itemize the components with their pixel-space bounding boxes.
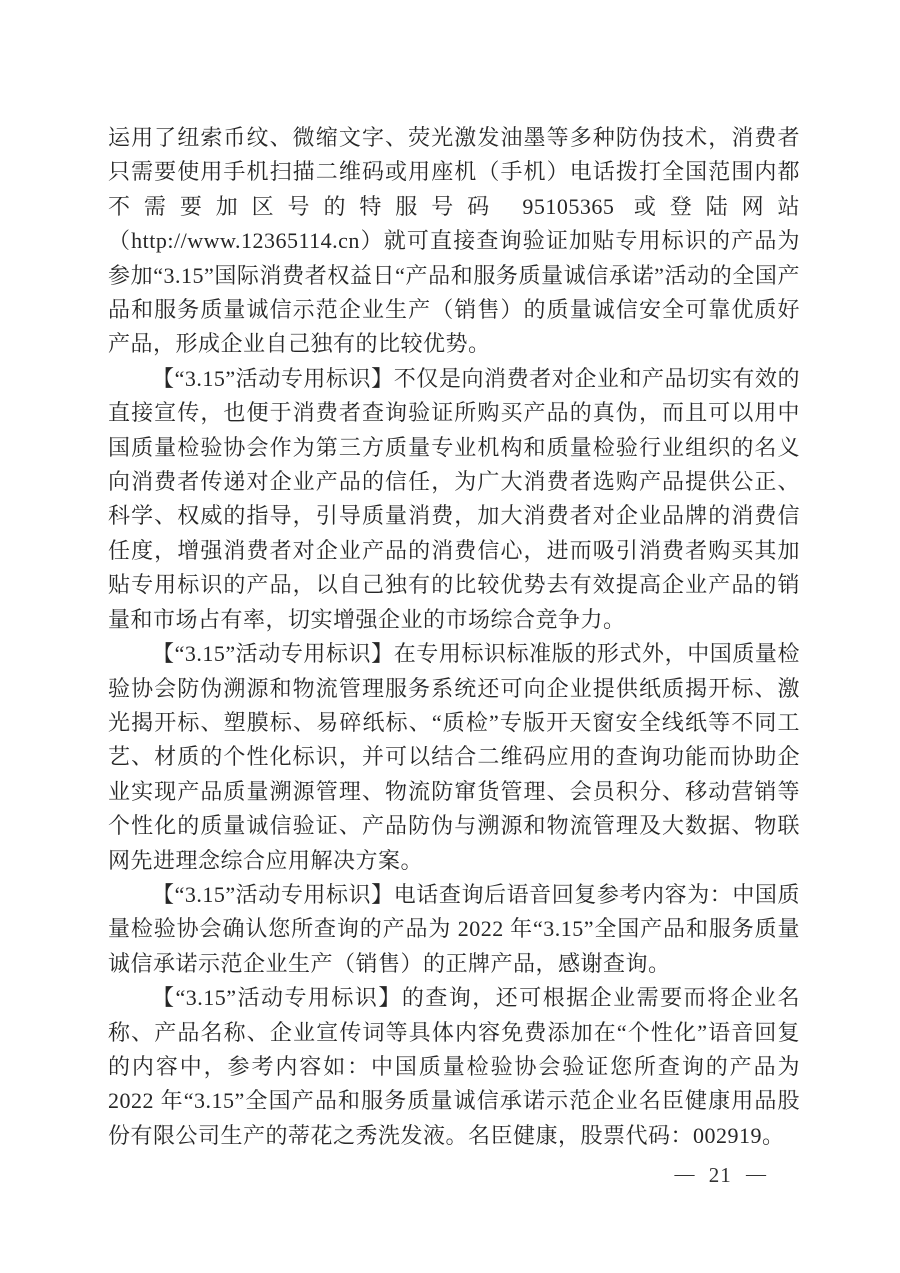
paragraph-voice-reply-reference: 【“3.15”活动专用标识】电话查询后语音回复参考内容为：中国质量检验协会确认您所查询的产品为 2022 年“3.15”全国产品和服务质量诚信承诺示范企业生产（销售）的正牌产品，感谢查询。: [108, 881, 801, 976]
page-number-dash-right: —: [746, 1163, 766, 1185]
paragraph-personalized-voice-reply: 【“3.15”活动专用标识】的查询，还可根据企业需要而将企业名称、产品名称、企业宣传词等具体内容免费添加在“个性化”语音回复的内容中，参考内容如：中国质量检验协会验证您所查询的产品为 2022 年“3.15”全国产品和服务质量诚信承诺示范企业名臣健康用品股份有限公司生产的蒂花之秀洗发液。名臣健康，股票代码：002919。: [108, 985, 800, 1148]
page-number-dash-left: —: [674, 1163, 695, 1185]
page-number: 21: [708, 1163, 732, 1187]
page-footer: [108, 1163, 800, 1188]
paragraph-anti-counterfeit-query: 运用了纽索币纹、微缩文字、荧光激发油墨等多种防伪技术，消费者只需要使用手机扫描二维码或用座机（手机）电话拨打全国范围内都不需要加区号的特服号码 95105365 或登陆网站（http://www.12365114.cn）就可直接查询验证加贴专用标识的产品为参加“3.15”国际消费者权益日“产品和服务质量诚信承诺”活动的全国产品和服务质量诚信示范企业生产（销售）的质量诚信安全可靠优质好产品，形成企业自己独有的比较优势。: [108, 125, 800, 357]
paragraph-label-custom-materials: 【“3.15”活动专用标识】在专用标识标准版的形式外，中国质量检验协会防伪溯源和物流管理服务系统还可向企业提供纸质揭开标、激光揭开标、塑膜标、易碎纸标、“质检”专版开天窗安全线纸等不同工艺、材质的个性化标识，并可以结合二维码应用的查询功能而协助企业实现产品质量溯源管理、物流防窜货管理、会员积分、移动营销等个性化的质量诚信验证、产品防伪与溯源和物流管理及大数据、物联网先进理念综合应用解决方案。: [108, 641, 801, 873]
text-block: [108, 121, 800, 1153]
paragraph-label-promotion: 【“3.15”活动专用标识】不仅是向消费者对企业和产品切实有效的直接宣传，也便于消费者查询验证所购买产品的真伪，而且可以用中国质量检验协会作为第三方质量专业机构和质量检验行业组织的名义向消费者传递对企业产品的信任，为广大消费者选购产品提供公正、科学、权威的指导，引导质量消费，加大消费者对企业品牌的消费信任度，增强消费者对企业产品的消费信心，进而吸引消费者购买其加贴专用标识的产品，以自己独有的比较优势去有效提高企业产品的销量和市场占有率，切实增强企业的市场综合竞争力。: [108, 365, 801, 632]
